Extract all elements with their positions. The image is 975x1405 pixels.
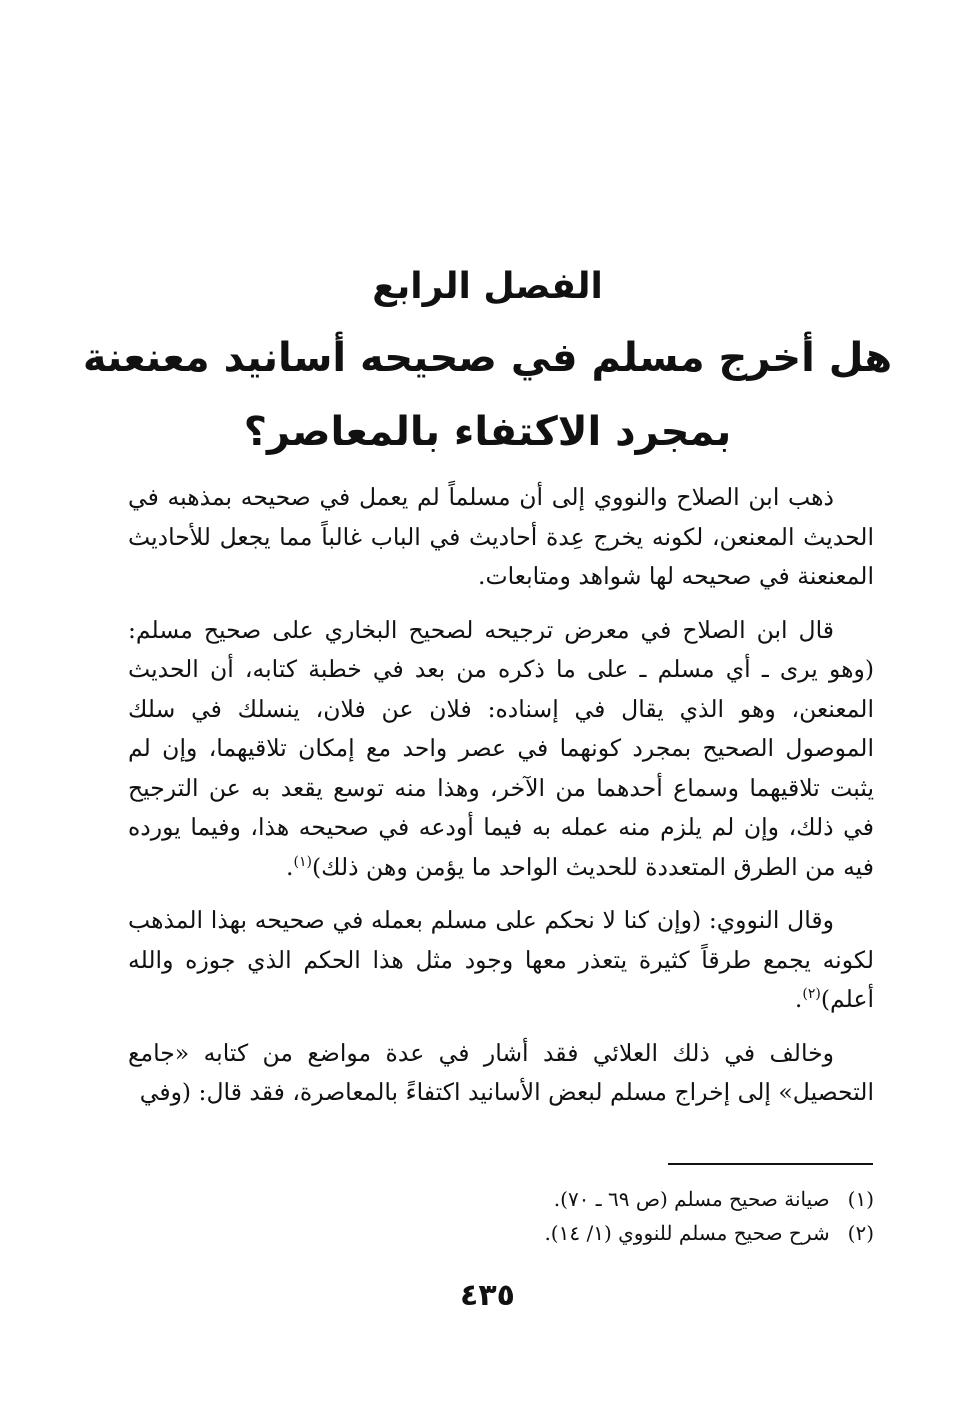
paragraph-4 (128, 1034, 874, 1113)
paragraph-3 (128, 901, 874, 1020)
footnote-ref-1[interactable]: (١) (293, 853, 312, 870)
paragraph-text: وخالف في ذلك العلائي فقد أشار في عدة مواضع من كتابه «جامع التحصيل» إلى إخراج مسلم لبعض الأسانيد اكتفاءً بالمعاصرة، فقد قال: (وفي (128, 1038, 874, 1106)
footnote-1 (128, 1182, 874, 1216)
chapter-title-line-1: هل أخرج مسلم في صحيحه أسانيد معنعنة (82, 335, 893, 381)
footnote-text: صيانة صحيح مسلم (ص ٦٩ ـ ٧٠). (553, 1187, 830, 1211)
paragraph-text: قال ابن الصلاح في معرض ترجيحه لصحيح البخاري على صحيح مسلم: (وهو يرى ـ أي مسلم ـ على ما ذكره من بعد في خطبة كتابه، أن الحديث المعنعن، وهو الذي يقال في إسناده: فلان عن فلان، ينسلك في سلك الموصول الصحيح بمجرد كونهما في عصر واحد مع إمكان تلاقيهما، وإن لم يثبت تلاقيهما وسماع أحدهما من الآخر، وهذا منه توسع يقعد به عن الترجيح في ذلك، وإن لم يلزم منه عمله به فيما أودعه في صحيحه هذا، وفيما يورده فيه من الطرق المتعددة للحديث الواحد ما يؤمن وهن ذلك) (128, 615, 874, 881)
footnote-number: (٢) (847, 1221, 874, 1245)
footnote-text: شرح صحيح مسلم للنووي (١/ ١٤). (544, 1221, 830, 1245)
footnote-ref-2[interactable]: (٢) (802, 986, 821, 1003)
paragraph-text: وقال النووي: (وإن كنا لا نحكم على مسلم بعمله في صحيحه بهذا المذهب لكونه يجمع طرقاً كثيرة يتعذر معها وجود مثل هذا الحكم الذي جوزه والله أعلم) (128, 906, 874, 1013)
paragraph-2 (128, 611, 874, 888)
paragraph-text: ذهب ابن الصلاح والنووي إلى أن مسلماً لم يعمل في صحيحه بمذهبه في الحديث المعنعن، لكونه يخرج عِدة أحاديث في الباب غالباً مما يجعل للأحاديث المعنعنة في صحيحه لها شواهد ومتابعات. (128, 483, 874, 590)
chapter-title-line-2: بمجرد الاكتفاء بالمعاصر؟ (243, 409, 732, 455)
paragraph-end: . (286, 852, 294, 881)
paragraph-1 (128, 478, 874, 597)
footnote-divider (668, 1163, 873, 1165)
body-text (128, 478, 874, 1127)
page-number: ٤٣٥ (460, 1278, 515, 1313)
chapter-label: الفصل الرابع (372, 266, 603, 307)
footnotes (128, 1182, 874, 1250)
footnote-2 (128, 1216, 874, 1250)
paragraph-end: . (794, 985, 803, 1013)
footnote-number: (١) (847, 1187, 874, 1211)
